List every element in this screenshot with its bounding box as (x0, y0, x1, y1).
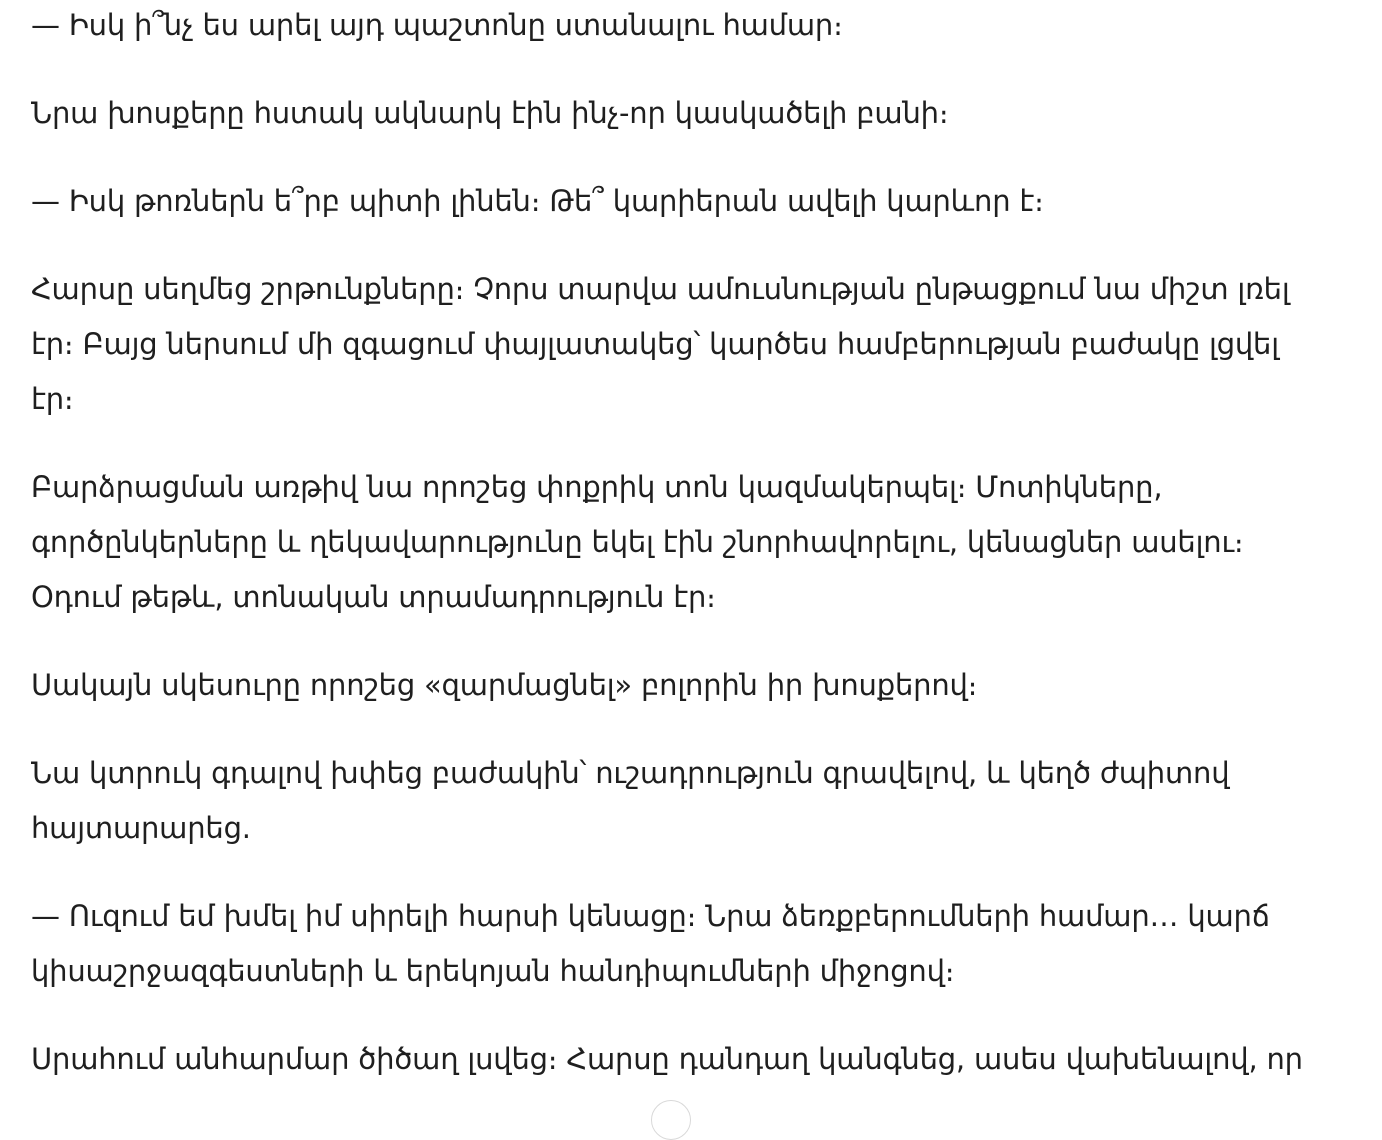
paragraph-2: Նրա խոսքերը հստակ ակնարկ էին ինչ-որ կասկածելի բանի։ (31, 96, 949, 130)
paragraph-6: Սակայն սկեսուրը որոշեց «զարմացնել» բոլորին իր խոսքերով։ (31, 668, 978, 702)
scroll-down-button[interactable] (651, 1100, 691, 1140)
paragraph-3: — Իսկ թոռներն ե՞րբ պիտի լինեն։ Թե՞ կարիերան ավելի կարևոր է։ (31, 184, 1044, 218)
paragraph-4: Հարսը սեղմեց շրթունքները։ Չորս տարվա ամուսնության ընթացքում նա միշտ լռել էր։ Բայց ներսում մի զգացում փայլատակեց՝ կարծես համբերության բաժակը լցվել էր։ (31, 272, 1290, 416)
paragraph-5: Բարձրացման առթիվ նա որոշեց փոքրիկ տոն կազմակերպել։ Մոտիկները, գործընկերները և ղեկավարությունը եկել էին շնորհավորելու, կենացներ ասելու։ Օդում թեթև, տոնական տրամադրություն էր։ (31, 470, 1244, 614)
article-body (31, 0, 1321, 1120)
paragraph-1: — Իսկ ի՞նչ ես արել այդ պաշտոնը ստանալու համար։ (31, 8, 843, 42)
paragraph-8: — Ուզում եմ խմել իմ սիրելի հարսի կենացը։ Նրա ձեռքբերումների համար… կարճ կիսաշրջազգեստների և երեկոյան հանդիպումների միջոցով։ (31, 899, 1270, 988)
paragraph-7: Նա կտրուկ գդալով խփեց բաժակին՝ ուշադրություն գրավելով, և կեղծ ժպիտով հայտարարեց. (31, 756, 1230, 845)
paragraph-9: Սրահում անհարմար ծիծաղ լսվեց։ Հարսը դանդաղ կանգնեց, ասես վախենալով, որ (31, 1042, 1303, 1076)
